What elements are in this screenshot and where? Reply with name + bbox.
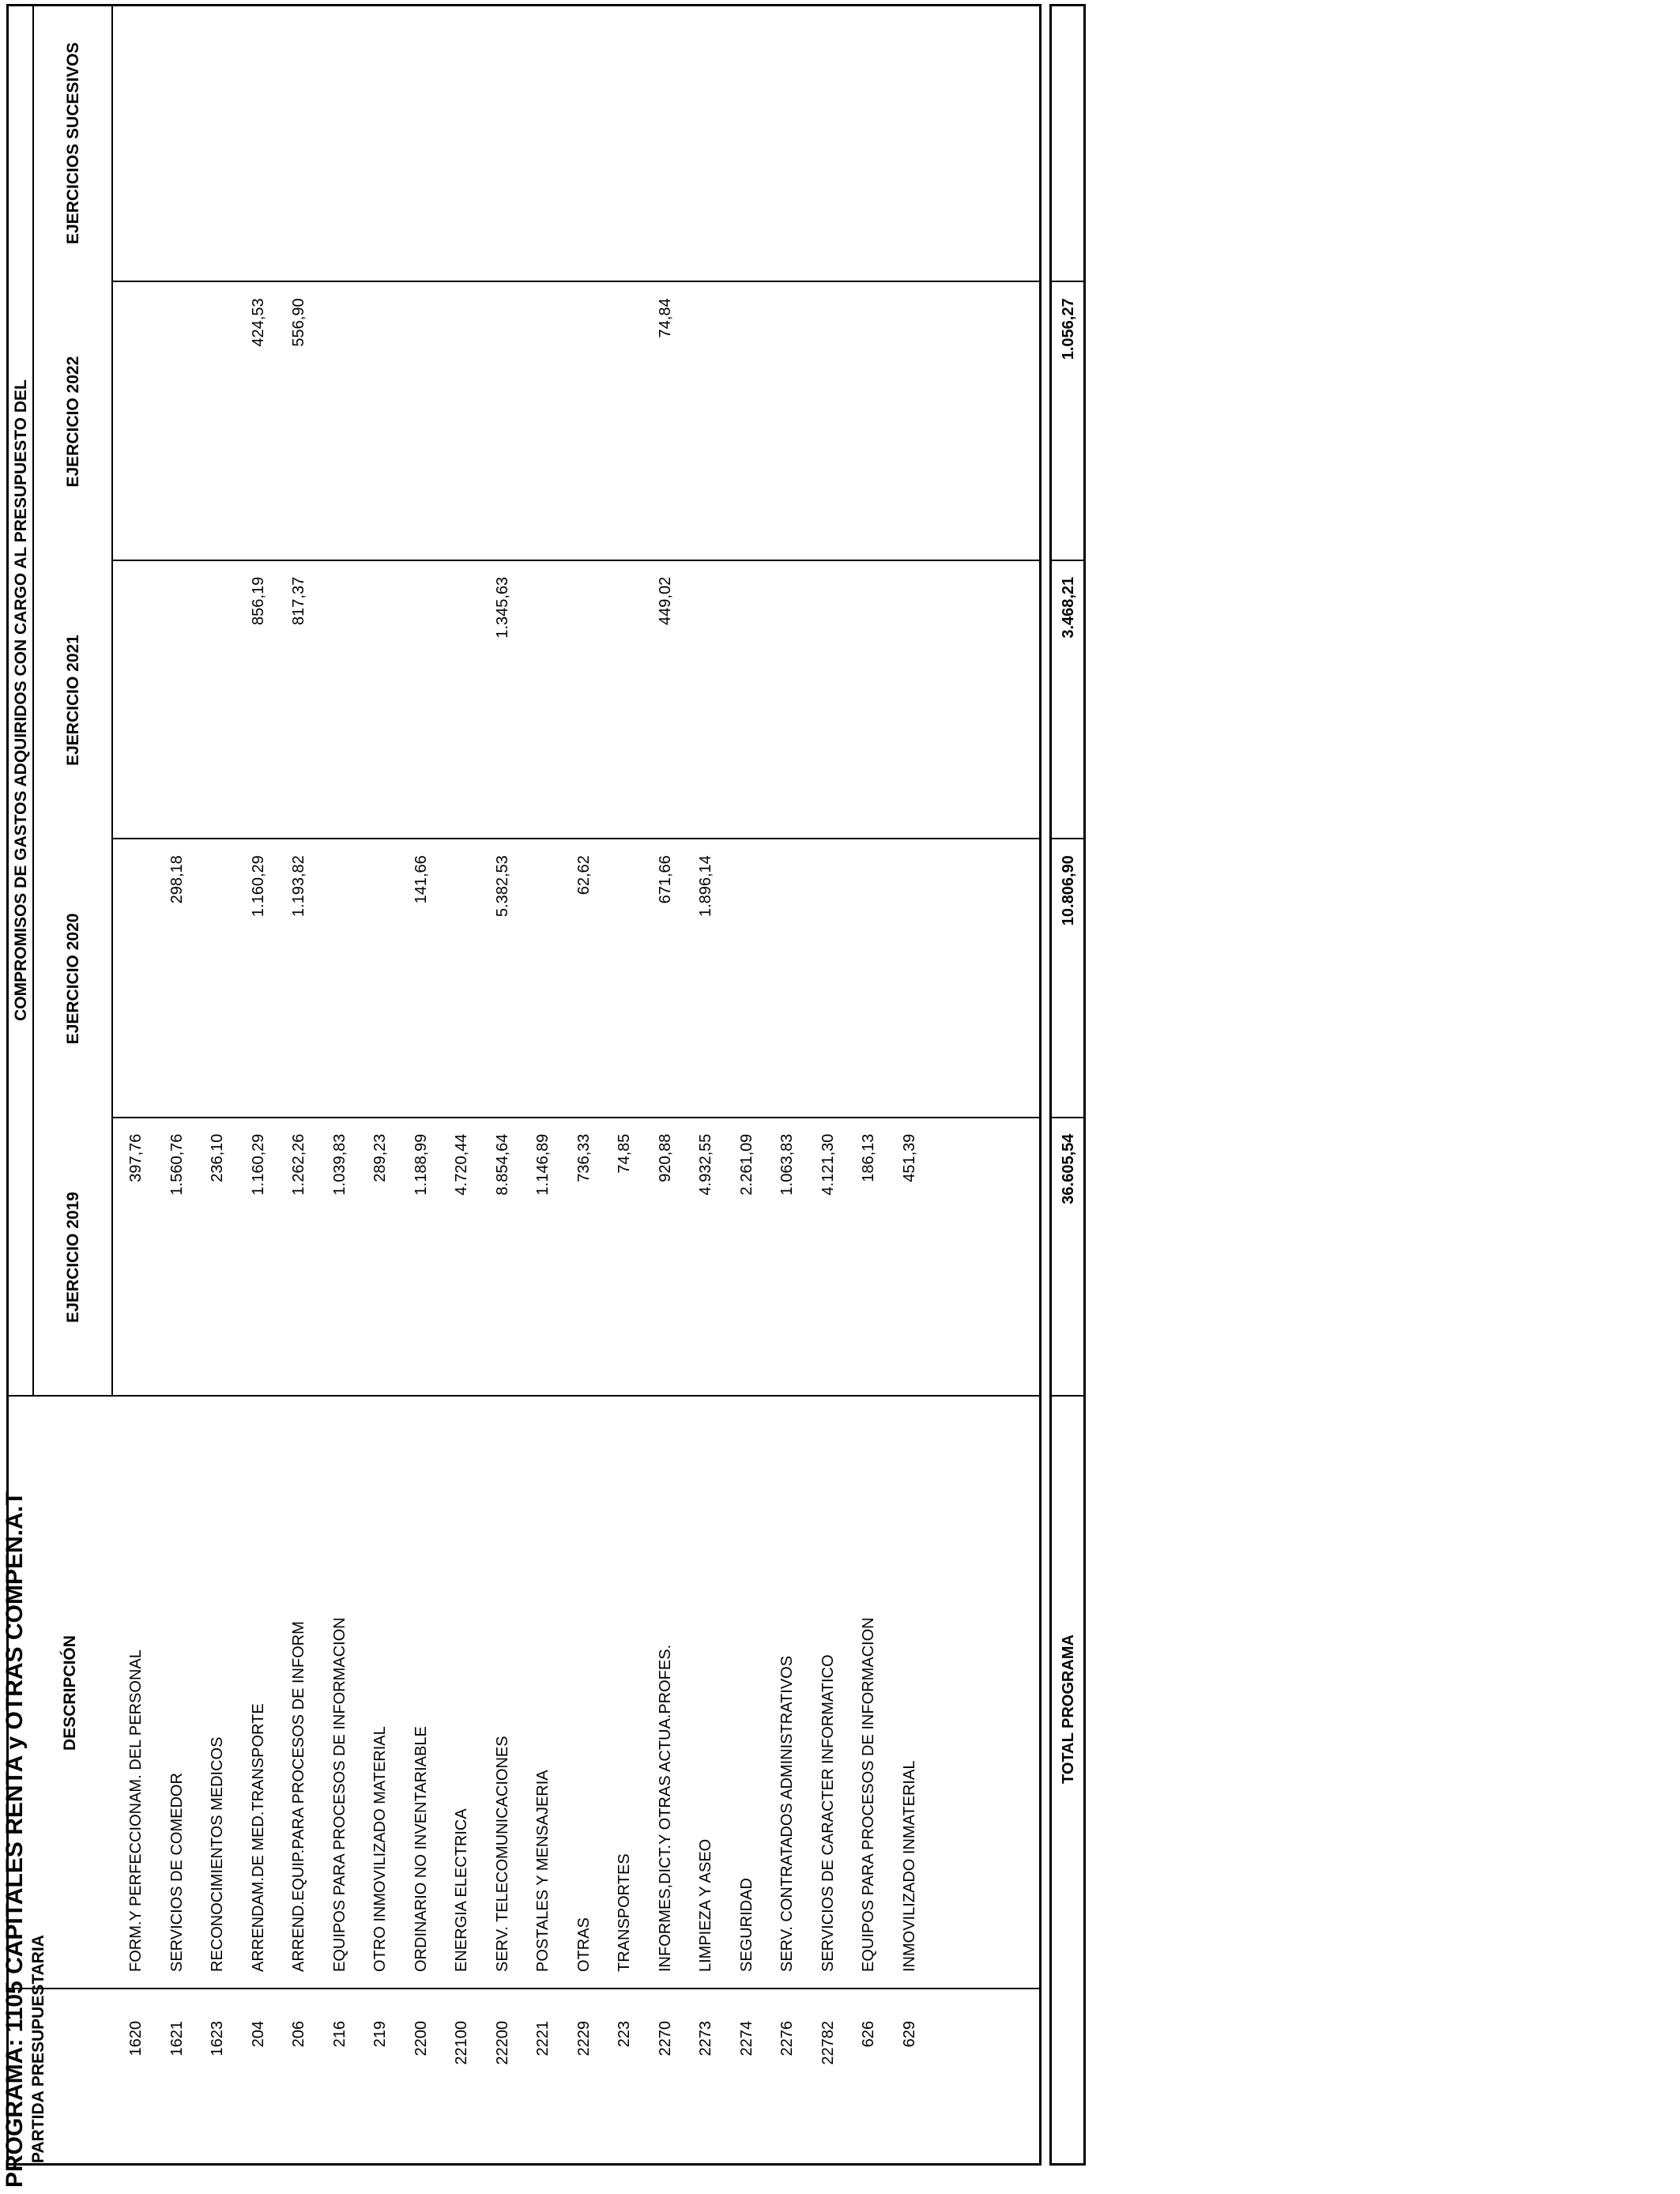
row-description: ARRENDAM.DE MED.TRANSPORTE — [249, 1703, 267, 1972]
row-description: OTRO INMOVILIZADO MATERIAL — [371, 1726, 389, 1972]
row-code: 22782 — [819, 2021, 837, 2065]
row-value: 236,10 — [209, 1133, 226, 1182]
row-code: 2274 — [737, 2021, 755, 2056]
column-divider — [1052, 838, 1083, 839]
row-value: 74,84 — [656, 298, 674, 338]
header-divider — [111, 6, 113, 1397]
row-value: 186,13 — [860, 1133, 877, 1182]
row-code: 204 — [249, 2021, 267, 2048]
row-value: 856,19 — [249, 576, 267, 625]
row-value: 1.063,83 — [778, 1133, 796, 1196]
column-divider — [111, 560, 1039, 561]
row-description: SERV. CONTRATADOS ADMINISTRATIVOS — [778, 1655, 796, 1972]
header-ejercicios-sucesivos: EJERCICIOS SUCESIVOS — [64, 42, 82, 244]
row-value: 1.345,63 — [493, 576, 511, 639]
total-2022: 1.056,27 — [1060, 298, 1077, 360]
row-code: 2270 — [656, 2021, 674, 2056]
row-code: 1621 — [168, 2021, 186, 2056]
row-value: 449,02 — [656, 576, 674, 625]
row-description: EQUIPOS PARA PROCESOS DE INFORMACION — [860, 1617, 877, 1972]
row-code: 223 — [616, 2021, 633, 2048]
row-code: 22100 — [453, 2021, 470, 2065]
header-ejercicio-2020: EJERCICIO 2020 — [64, 913, 82, 1045]
row-value: 397,76 — [127, 1133, 145, 1182]
row-description: EQUIPOS PARA PROCESOS DE INFORMACION — [330, 1617, 348, 1972]
row-value: 4.932,55 — [697, 1133, 714, 1196]
row-value: 2.261,09 — [737, 1133, 755, 1196]
row-description: ENERGIA ELECTRICA — [453, 1808, 470, 1972]
row-value: 556,90 — [290, 298, 307, 347]
column-divider — [1052, 281, 1083, 282]
row-value: 4.720,44 — [453, 1133, 470, 1196]
row-code: 629 — [900, 2021, 918, 2048]
row-description: ARREND.EQUIP.PARA PROCESOS DE INFORM — [290, 1621, 307, 1972]
column-divider — [111, 281, 1039, 282]
row-description: SERV. TELECOMUNICACIONES — [493, 1736, 511, 1972]
row-description: INMOVILIZADO INMATERIAL — [900, 1760, 918, 1972]
row-code: 2200 — [412, 2021, 430, 2056]
row-value: 424,53 — [249, 298, 267, 347]
total-2020: 10.806,90 — [1060, 855, 1077, 926]
row-value: 1.039,83 — [330, 1133, 348, 1196]
row-value: 1.160,29 — [249, 855, 267, 918]
header-ejercicio-2019: EJERCICIO 2019 — [64, 1191, 82, 1323]
row-description: SERVICIOS DE CARACTER INFORMATICO — [819, 1654, 837, 1972]
column-divider — [1052, 1117, 1083, 1118]
row-value: 920,88 — [656, 1133, 674, 1182]
row-code: 206 — [290, 2021, 307, 2048]
row-value: 451,39 — [900, 1133, 918, 1182]
header-ejercicio-2022: EJERCICIO 2022 — [64, 356, 82, 488]
row-value: 298,18 — [168, 855, 186, 904]
total-label: TOTAL PROGRAMA — [1060, 1634, 1077, 1784]
row-description: POSTALES Y MENSAJERIA — [534, 1770, 552, 1972]
row-code: 2276 — [778, 2021, 796, 2056]
row-value: 1.160,29 — [249, 1133, 267, 1196]
column-divider — [111, 1117, 1039, 1118]
row-value: 671,66 — [656, 855, 674, 904]
program-title: PROGRAMA: 1105 CAPITALES RENTA y OTRAS COMPEN.A.T — [2, 1491, 28, 2188]
row-description: INFORMES,DICT.Y OTRAS ACTUA.PROFES. — [656, 1644, 674, 1972]
row-description: TRANSPORTES — [616, 1853, 633, 1972]
row-description: SEGURIDAD — [737, 1878, 755, 1972]
row-value: 8.854,64 — [493, 1133, 511, 1196]
row-code: 2229 — [574, 2021, 593, 2056]
row-value: 1.560,76 — [168, 1133, 186, 1196]
row-code: 1620 — [127, 2021, 145, 2056]
row-code: 1623 — [209, 2021, 226, 2056]
row-value: 1.188,99 — [412, 1133, 430, 1196]
total-row — [1049, 4, 1086, 2166]
row-description: SERVICIOS DE COMEDOR — [168, 1773, 186, 1972]
row-description: FORM.Y PERFECCIONAM. DEL PERSONAL — [127, 1649, 145, 1972]
row-value: 141,66 — [412, 855, 430, 904]
row-value: 74,85 — [616, 1133, 633, 1174]
row-code: 22200 — [493, 2021, 511, 2065]
row-value: 5.382,53 — [493, 855, 511, 918]
row-value: 1.262,26 — [290, 1133, 307, 1196]
row-description: RECONOCIMIENTOS MEDICOS — [209, 1736, 226, 1972]
row-value: 62,62 — [574, 855, 593, 895]
column-divider — [1052, 1395, 1083, 1397]
total-2021: 3.468,21 — [1060, 576, 1077, 639]
header-divider — [32, 6, 34, 1397]
row-code: 2221 — [534, 2021, 552, 2056]
column-divider — [1052, 560, 1083, 561]
header-descripcion: DESCRIPCIÓN — [61, 1635, 79, 1751]
row-value: 289,23 — [371, 1133, 389, 1182]
row-code: 216 — [330, 2021, 348, 2048]
row-value: 736,33 — [574, 1133, 593, 1182]
row-value: 4.121,30 — [819, 1133, 837, 1196]
commitments-table — [6, 4, 1042, 2166]
header-partida: PARTIDA PRESUPUESTARIA — [29, 1935, 47, 2163]
row-description: OTRAS — [574, 1917, 593, 1972]
column-divider — [9, 1395, 1039, 1397]
total-2019: 36.605,54 — [1060, 1133, 1077, 1204]
row-value: 1.146,89 — [534, 1133, 552, 1196]
header-ejercicio-2021: EJERCICIO 2021 — [64, 635, 82, 766]
row-description: LIMPIEZA Y ASEO — [697, 1838, 714, 1972]
row-code: 2273 — [697, 2021, 714, 2056]
row-code: 626 — [860, 2021, 877, 2048]
row-value: 817,37 — [290, 576, 307, 625]
row-code: 219 — [371, 2021, 389, 2048]
column-divider — [9, 1988, 1039, 1989]
row-description: ORDINARIO NO INVENTARIABLE — [412, 1726, 430, 1972]
row-value: 1.193,82 — [290, 855, 307, 918]
header-compromisos: COMPROMISOS DE GASTOS ADQUIRIDOS CON CARGO AL PRESUPUESTO DEL — [12, 379, 30, 1021]
column-divider — [111, 838, 1039, 839]
row-value: 1.896,14 — [697, 855, 714, 918]
